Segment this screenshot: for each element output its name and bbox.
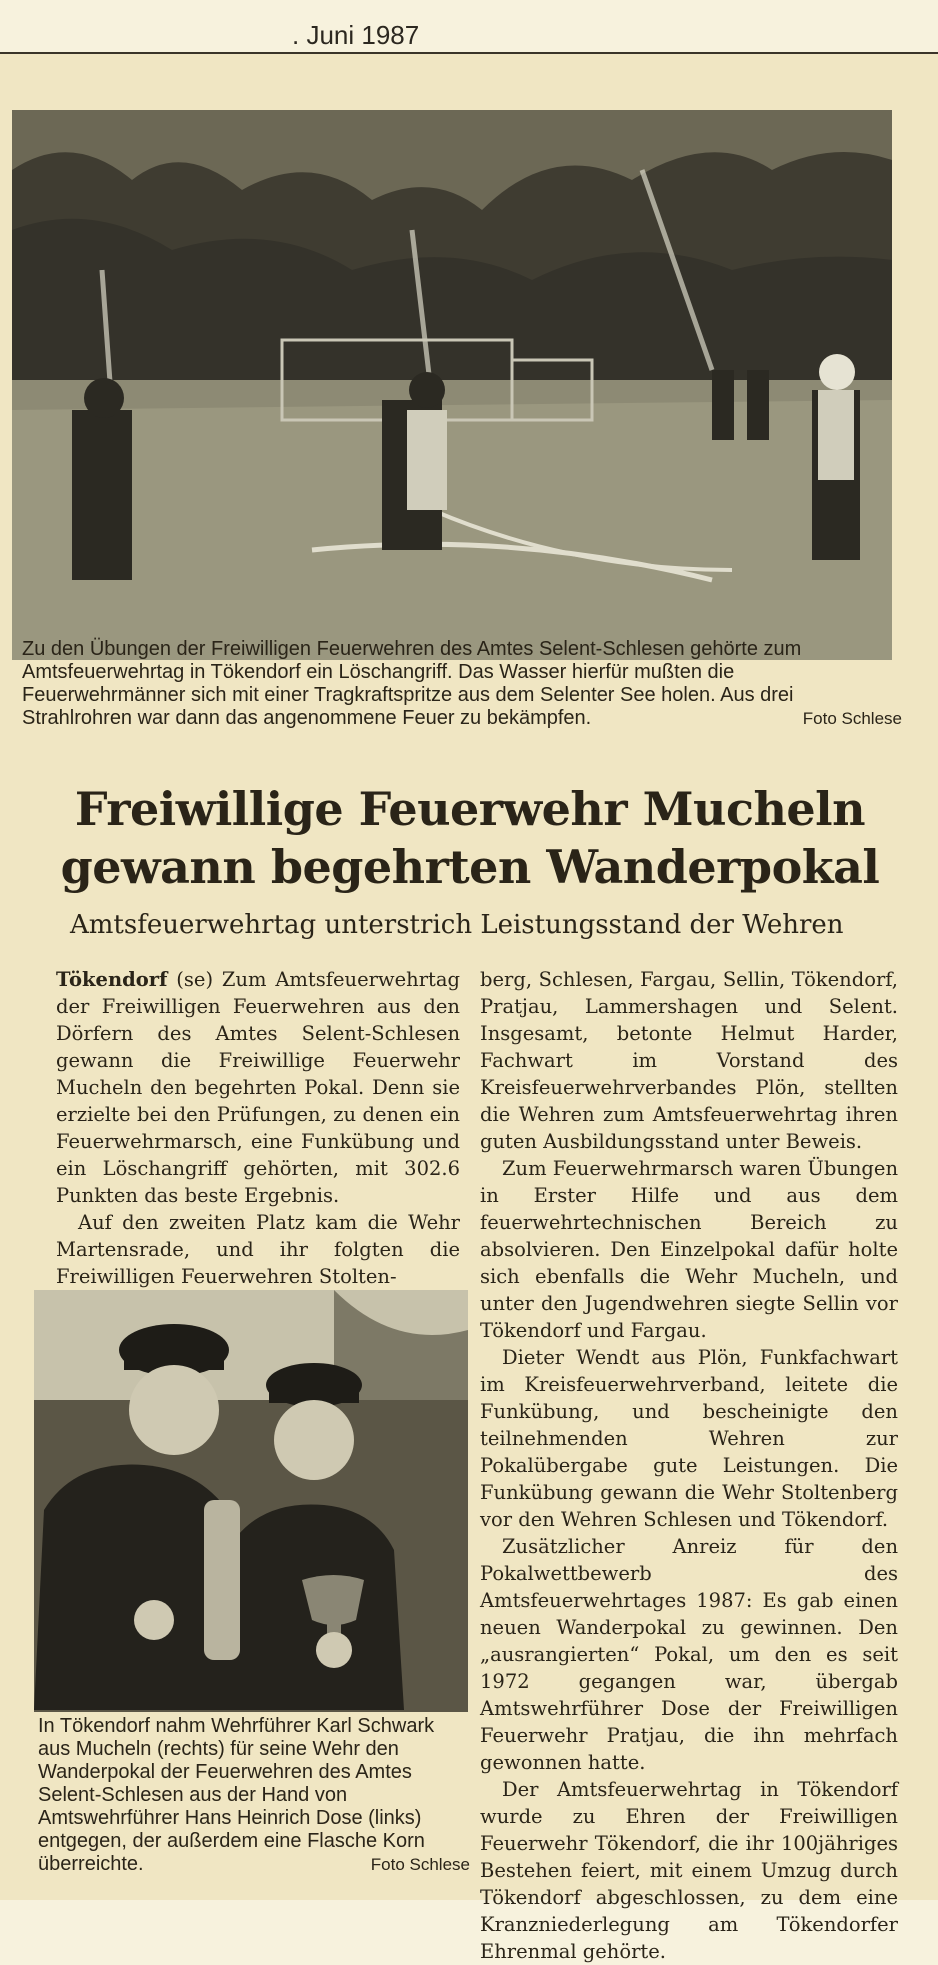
bottom-photo-caption [38,1715,470,1876]
top-photo-caption-text: Zu den Übungen der Freiwilligen Feuerwehren des Amtes Selent-Schlesen gehörte zum Amtsfeuerwehrtag in Tökendorf ein Löschangriff. Das Wasser hierfür mußten die Feuerwehrmänner sich mit einer Tragkraftspritze aus dem Selenter See holen. Aus drei Strahlrohren war dann das angenommene Feuer zu bekämpfen. [22,638,802,729]
top-photo-caption [22,638,902,730]
firefighting-exercise-photo [12,110,892,660]
article-paragraph-text: (se) Zum Amtsfeuerwehrtag der Freiwilligen Feuerwehren aus den Dörfern des Amtes Selent-Schlesen gewann die Freiwillige Feuerwehr Mucheln den begehrten Pokal. Denn sie erzielte bei den Prüfungen, zu denen ein Feuerwehrmarsch, eine Funkübung und ein Löschangriff gehörten, mit 302.6 Punkten das beste Ergebnis. [56,968,460,1207]
article-right-column [480,966,898,1965]
article-paragraph: Auf den zweiten Platz kam die Wehr Martensrade, und ihr folgten die Freiwilligen Feuerwehren Stolten- [56,1211,460,1288]
article-paragraph: Dieter Wendt aus Plön, Funkfachwart im Kreisfeuerwehrverband, leitete die Funkübung, und bescheinigte den teilnehmenden Wehren zur Pokalübergabe gute Leistungen. Die Funkübung gewann die Wehr Stoltenberg vor den Wehren Schlesen und Tökendorf. [480,1346,898,1531]
article-paragraph: Zum Feuerwehrmarsch waren Übungen in Erster Hilfe und aus dem feuerwehrtechnischen Bereich zu absolvieren. Den Einzelpokal dafür holte sich ebenfalls die Wehr Mucheln, und unter den Jugendwehren siegte Sellin vor Tökendorf und Fargau. [480,1157,899,1342]
headline-line-1: Freiwillige Feuerwehr Mucheln [74,782,866,836]
bottom-photo-caption-text: In Tökendorf nahm Wehrführer Karl Schwark aus Mucheln (rechts) für seine Wehr den Wanderpokal der Feuerwehren des Amtes Selent-Schlesen aus der Hand von Amtswehrführer Hans Heinrich Dose (links) entgegen, der außerdem eine Flasche Korn überreichte. [38,1715,435,1875]
award-handover-photo [34,1290,468,1712]
article-paragraph: Der Amtsfeuerwehrtag in Tökendorf wurde zu Ehren der Freiwilligen Feuerwehr Tökendorf, die ihr 100jähriges Bestehen feiert, mit einem Umzug durch Tökendorf abgeschlossen, zu dem eine Kranzniederlegung am Tökendorfer Ehrenmal gehörte. [480,1778,898,1963]
article-paragraph: Zusätzlicher Anreiz für den Pokalwettbewerb des Amtsfeuerwehrtages 1987: Es gab einen neuen Wanderpokal zu gewinnen. Den „ausrangierten“ Pokal, um den es seit 1972 gegangen war, übergab Amtswehrführer Dose der Freiwilligen Feuerwehr Pratjau, die ihn mehrfach gewonnen hatte. [480,1535,898,1774]
top-photo-credit: Foto Schlese [802,709,902,728]
article-left-column [56,966,460,1290]
article-headline [30,780,910,896]
headline-line-2: gewann begehrten Wanderpokal [60,840,880,894]
article-subheadline: Amtsfeuerwehrtag unterstrich Leistungsstand der Wehren [70,910,844,940]
dateline: Tökendorf [56,968,168,991]
article-paragraph [56,966,460,1209]
article-paragraph: berg, Schlesen, Fargau, Sellin, Tökendorf, Pratjau, Lammershagen und Selent. Insgesamt, betonte Helmut Harder, Fachwart im Vorstand des Kreisfeuerwehrverbandes Plön, stellten die Wehren zum Amtsfeuerwehrtag ihren guten Ausbildungsstand unter Beweis. [480,968,898,1153]
bottom-photo-credit: Foto Schlese [370,1855,470,1874]
clipping-date: . Juni 1987 [292,20,420,50]
